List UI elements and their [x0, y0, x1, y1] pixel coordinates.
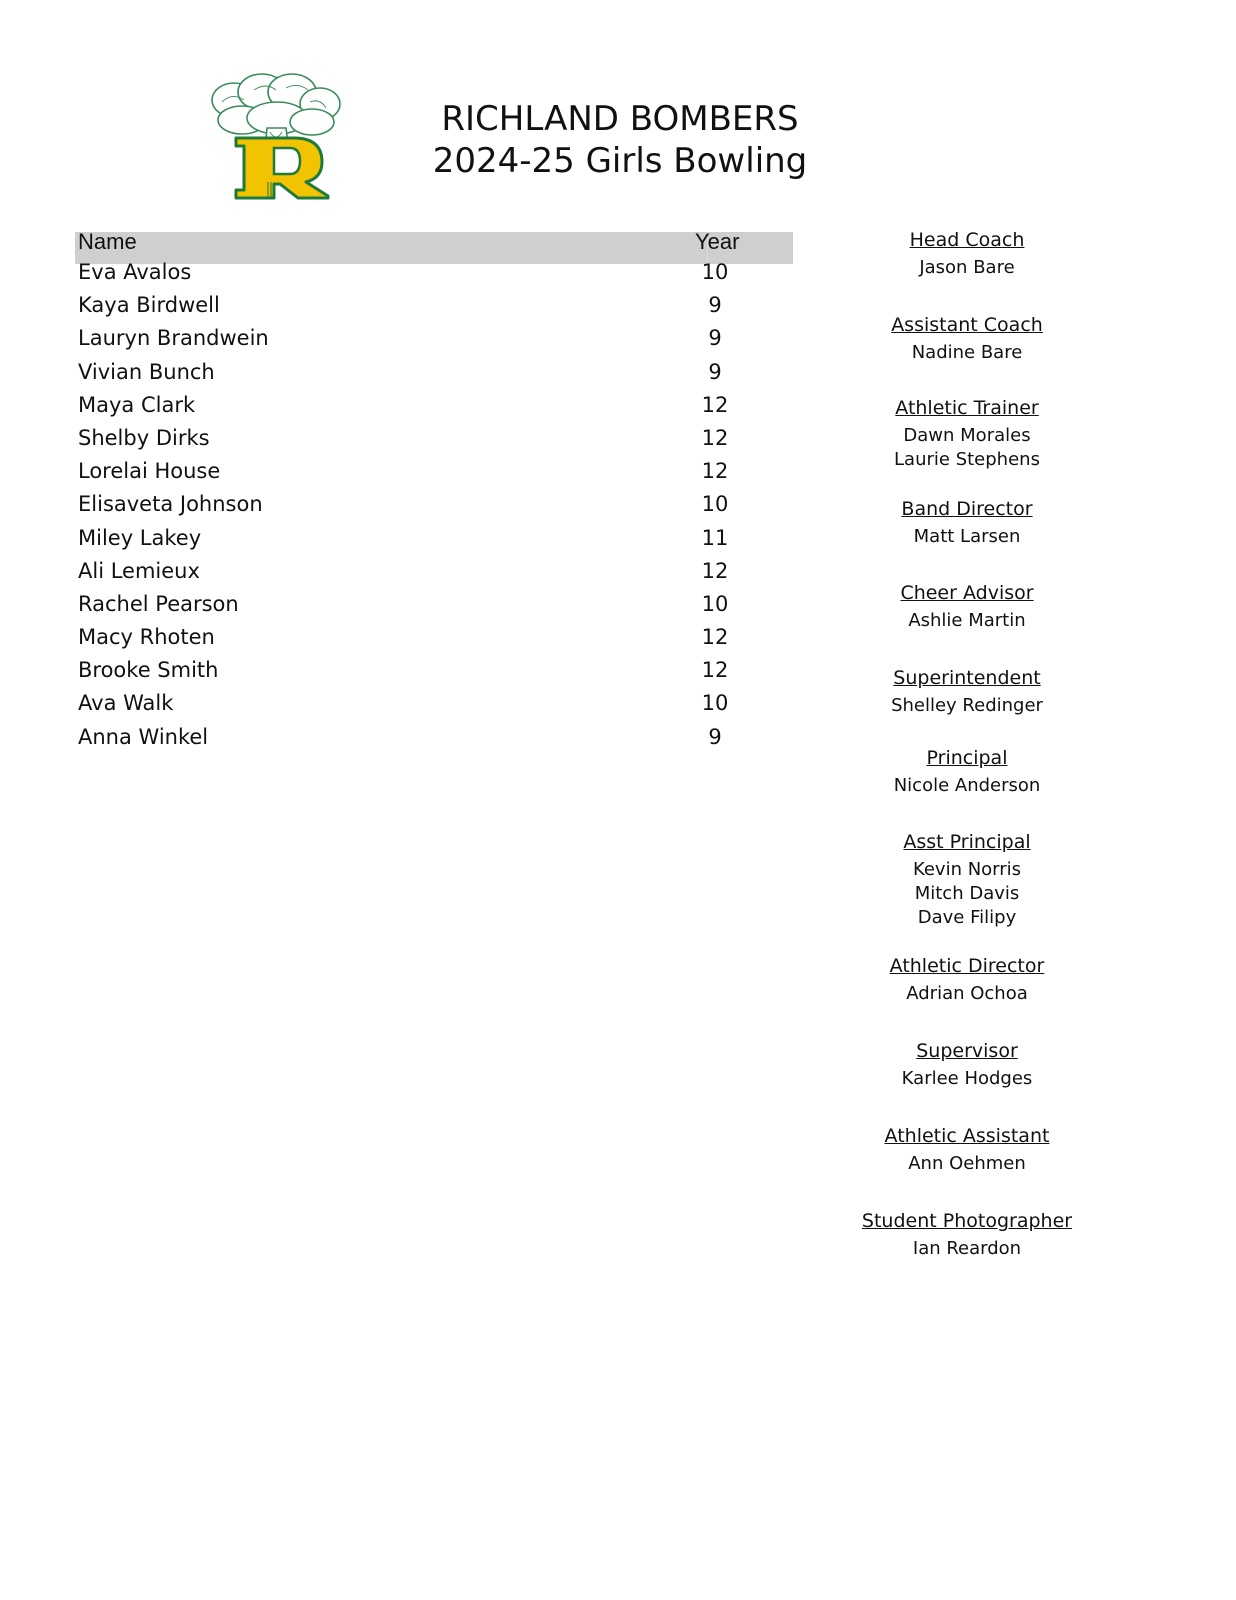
- staff-group: [842, 228, 1092, 280]
- player-name: Miley Lakey: [78, 525, 202, 550]
- player-year: 12: [701, 459, 729, 484]
- page-title: [400, 98, 840, 182]
- staff-role: Athletic Assistant: [884, 1125, 1050, 1147]
- player-name: Brooke Smith: [78, 658, 219, 683]
- staff-group: [842, 830, 1092, 930]
- staff-role: Cheer Advisor: [900, 582, 1034, 604]
- player-year: 9: [708, 359, 722, 384]
- school-logo: [182, 62, 370, 212]
- staff-person: Adrian Ochoa: [906, 983, 1028, 1004]
- roster-table: [75, 229, 793, 749]
- player-name: Maya Clark: [78, 392, 196, 417]
- staff-role: Principal: [926, 747, 1008, 769]
- player-year: 9: [708, 293, 722, 318]
- title-line-2: 2024-25 Girls Bowling: [432, 141, 808, 181]
- table-row: [75, 295, 793, 328]
- player-year: 10: [701, 492, 729, 517]
- table-row: [75, 262, 793, 295]
- player-year: 9: [708, 326, 722, 351]
- staff-group: [842, 1209, 1092, 1261]
- player-year: 11: [701, 525, 729, 550]
- staff-person: Nadine Bare: [911, 342, 1023, 363]
- title-line-1: RICHLAND BOMBERS: [441, 99, 799, 139]
- staff-group: [842, 954, 1092, 1006]
- staff-role: Head Coach: [909, 229, 1025, 251]
- player-name: Rachel Pearson: [78, 591, 239, 616]
- player-name: Shelby Dirks: [78, 425, 210, 450]
- staff-group: [842, 313, 1092, 365]
- staff-person: Ashlie Martin: [908, 610, 1026, 631]
- player-year: 12: [701, 392, 729, 417]
- player-name: Ava Walk: [78, 691, 174, 716]
- table-row: [75, 392, 793, 428]
- staff-person: Shelley Redinger: [891, 695, 1043, 716]
- staff-role: Band Director: [901, 498, 1033, 520]
- staff-person: Nicole Anderson: [893, 775, 1041, 796]
- player-year: 10: [701, 691, 729, 716]
- player-year: 12: [701, 558, 729, 583]
- staff-person: Jason Bare: [919, 257, 1015, 278]
- player-name: Lauryn Brandwein: [78, 326, 269, 351]
- staff-role: Athletic Director: [889, 955, 1045, 977]
- staff-group: [842, 1039, 1092, 1091]
- staff-person: Karlee Hodges: [901, 1068, 1033, 1089]
- table-row: [75, 627, 793, 660]
- staff-group: [842, 396, 1092, 472]
- staff-person: Mitch Davis: [914, 883, 1020, 904]
- staff-role: Athletic Trainer: [895, 397, 1039, 419]
- player-year: 10: [701, 260, 729, 284]
- table-row: [75, 425, 793, 461]
- player-name: Anna Winkel: [78, 724, 209, 749]
- player-name: Kaya Birdwell: [78, 293, 220, 318]
- table-row: [75, 461, 793, 494]
- player-name: Macy Rhoten: [78, 625, 215, 650]
- staff-group: [842, 666, 1092, 718]
- mushroom-cloud-r-logo-icon: [182, 62, 370, 212]
- staff-person: Ann Oehmen: [908, 1153, 1026, 1174]
- staff-role: Supervisor: [916, 1040, 1018, 1062]
- player-name: Elisaveta Johnson: [78, 492, 263, 517]
- staff-person: Laurie Stephens: [894, 449, 1040, 470]
- table-row: [75, 328, 793, 361]
- column-header-year: Year: [695, 229, 740, 254]
- table-row: [75, 591, 793, 627]
- staff-role: Assistant Coach: [891, 314, 1043, 336]
- roster-rows: [75, 262, 793, 760]
- table-row: [75, 724, 793, 760]
- staff-person: Kevin Norris: [912, 859, 1022, 880]
- staff-role: Student Photographer: [861, 1210, 1073, 1232]
- table-row: [75, 525, 793, 561]
- table-row: [75, 359, 793, 395]
- player-name: Eva Avalos: [78, 260, 192, 284]
- player-year: 12: [701, 425, 729, 450]
- staff-group: [842, 1124, 1092, 1176]
- player-name: Ali Lemieux: [78, 558, 200, 583]
- staff-person: Dawn Morales: [903, 425, 1031, 446]
- player-year: 12: [701, 625, 729, 650]
- staff-person: Dave Filipy: [917, 907, 1017, 928]
- staff-role: Superintendent: [893, 667, 1041, 689]
- player-name: Vivian Bunch: [78, 359, 215, 384]
- table-row: [75, 494, 793, 527]
- staff-group: [842, 497, 1092, 549]
- player-year: 12: [701, 658, 729, 683]
- staff-person: Ian Reardon: [912, 1238, 1022, 1259]
- staff-group: [842, 746, 1092, 798]
- table-row: [75, 660, 793, 693]
- table-row: [75, 693, 793, 726]
- player-year: 9: [708, 724, 722, 749]
- table-row: [75, 558, 793, 594]
- player-name: Lorelai House: [78, 459, 221, 484]
- column-header-name: Name: [78, 229, 137, 254]
- staff-group: [842, 581, 1092, 633]
- staff-role: Asst Principal: [903, 831, 1031, 853]
- staff-person: Matt Larsen: [913, 526, 1021, 547]
- player-year: 10: [701, 591, 729, 616]
